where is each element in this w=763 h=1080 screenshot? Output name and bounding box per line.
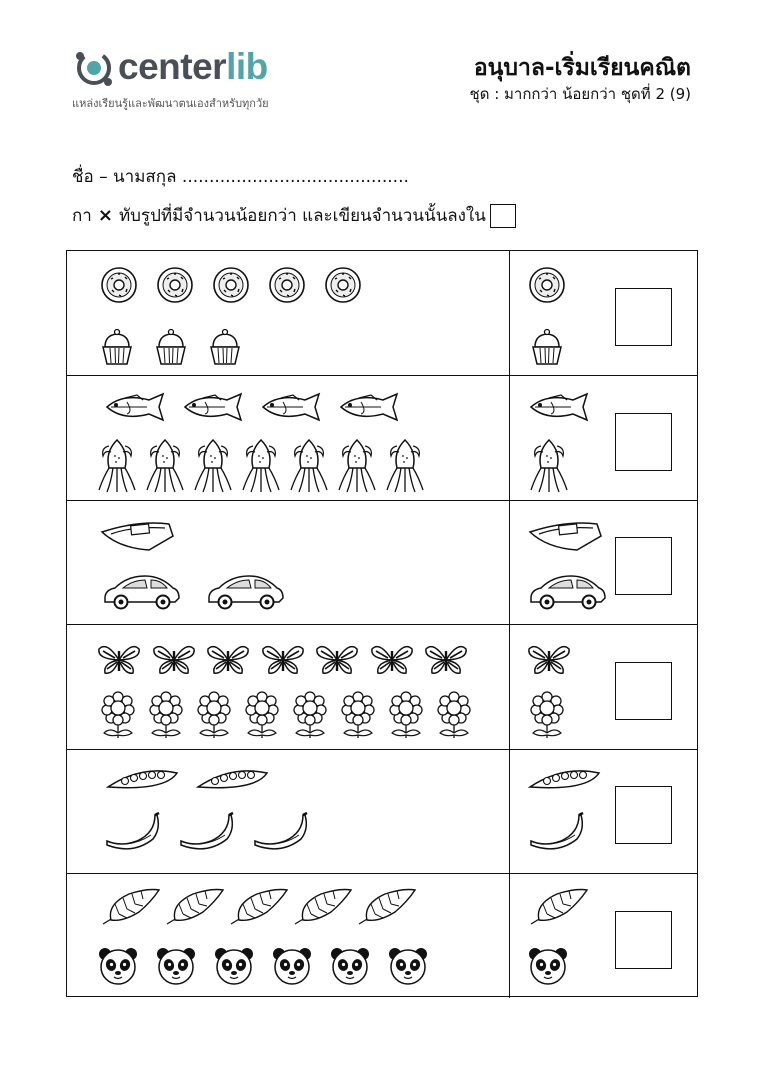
- column-divider: [509, 500, 510, 624]
- donut-icon[interactable]: [155, 265, 195, 305]
- squid-icon[interactable]: [287, 438, 331, 494]
- brand-logo: [72, 44, 312, 114]
- banana-icon[interactable]: [527, 811, 587, 857]
- fish-icon[interactable]: [527, 390, 597, 424]
- panda-icon[interactable]: [387, 946, 429, 986]
- flower-icon[interactable]: [386, 689, 426, 739]
- page-subtitle: ชุด : มากกว่า น้อยกว่า ชุดที่ 2 (9): [469, 85, 691, 103]
- name-field[interactable]: ชื่อ – นามสกุล ..........................................: [72, 167, 409, 187]
- boat-icon[interactable]: [527, 514, 605, 554]
- panda-icon[interactable]: [213, 946, 255, 986]
- squid-icon[interactable]: [527, 438, 571, 494]
- flower-icon[interactable]: [98, 689, 138, 739]
- banana-icon[interactable]: [103, 811, 163, 857]
- answer-box[interactable]: [615, 537, 672, 595]
- squid-icon[interactable]: [95, 438, 139, 494]
- column-divider: [509, 749, 510, 873]
- banana-icon[interactable]: [177, 811, 237, 857]
- butterfly-icon[interactable]: [206, 643, 250, 677]
- column-divider: [509, 251, 510, 375]
- page-title: อนุบาล-เริ่มเรียนคณิต: [473, 55, 691, 81]
- answer-box[interactable]: [615, 413, 672, 471]
- column-divider: [509, 625, 510, 749]
- car-icon[interactable]: [101, 570, 181, 610]
- butterfly-icon[interactable]: [261, 643, 305, 677]
- leaf-icon[interactable]: [291, 886, 355, 928]
- donut-icon[interactable]: [267, 265, 307, 305]
- donut-icon[interactable]: [323, 265, 363, 305]
- flower-icon[interactable]: [290, 689, 330, 739]
- flower-icon[interactable]: [527, 689, 567, 739]
- instruction-line: [72, 202, 516, 229]
- peapod-icon[interactable]: [195, 767, 269, 793]
- donut-icon[interactable]: [211, 265, 251, 305]
- cupcake-icon[interactable]: [527, 327, 567, 367]
- butterfly-icon[interactable]: [370, 643, 414, 677]
- banana-icon[interactable]: [251, 811, 311, 857]
- leaf-icon[interactable]: [355, 886, 419, 928]
- fish-icon[interactable]: [337, 390, 407, 424]
- worksheet-row: [67, 874, 697, 998]
- flower-icon[interactable]: [434, 689, 474, 739]
- worksheet-row: [67, 625, 697, 750]
- squid-icon[interactable]: [335, 438, 379, 494]
- panda-icon[interactable]: [97, 946, 139, 986]
- leaf-icon[interactable]: [163, 886, 227, 928]
- flower-icon[interactable]: [242, 689, 282, 739]
- column-divider: [509, 376, 510, 500]
- squid-icon[interactable]: [383, 438, 427, 494]
- fish-icon[interactable]: [103, 390, 173, 424]
- butterfly-icon[interactable]: [97, 643, 141, 677]
- cross-mark-icon: ×: [97, 205, 113, 226]
- cupcake-icon[interactable]: [205, 327, 245, 367]
- panda-icon[interactable]: [155, 946, 197, 986]
- donut-icon[interactable]: [99, 265, 139, 305]
- flower-icon[interactable]: [146, 689, 186, 739]
- flower-icon[interactable]: [194, 689, 234, 739]
- butterfly-icon[interactable]: [152, 643, 196, 677]
- fish-icon[interactable]: [259, 390, 329, 424]
- car-icon[interactable]: [205, 570, 285, 610]
- donut-icon[interactable]: [527, 265, 567, 305]
- peapod-icon[interactable]: [105, 767, 179, 793]
- worksheet-row: [67, 251, 697, 376]
- column-divider: [509, 874, 510, 998]
- logo-molecule-icon: [72, 46, 116, 90]
- boat-icon[interactable]: [99, 514, 177, 554]
- panda-icon[interactable]: [271, 946, 313, 986]
- panda-icon[interactable]: [527, 946, 569, 986]
- answer-box[interactable]: [615, 786, 672, 844]
- car-icon[interactable]: [527, 570, 607, 610]
- worksheet-grid: [66, 250, 698, 997]
- worksheet-row: [67, 749, 697, 874]
- butterfly-icon[interactable]: [424, 643, 468, 677]
- squid-icon[interactable]: [239, 438, 283, 494]
- squid-icon[interactable]: [143, 438, 187, 494]
- butterfly-icon[interactable]: [315, 643, 359, 677]
- leaf-icon[interactable]: [99, 886, 163, 928]
- leaf-icon[interactable]: [527, 886, 591, 928]
- fish-icon[interactable]: [181, 390, 251, 424]
- brand-name: centerlib: [118, 46, 268, 87]
- panda-icon[interactable]: [329, 946, 371, 986]
- squid-icon[interactable]: [191, 438, 235, 494]
- instruction-prefix: กา: [72, 206, 92, 226]
- brand-tagline: แหล่งเรียนรู้และพัฒนาตนเองสำหรับทุกวัย: [72, 97, 269, 110]
- answer-box[interactable]: [615, 911, 672, 969]
- answer-box-sample: [490, 204, 516, 228]
- flower-icon[interactable]: [338, 689, 378, 739]
- answer-box[interactable]: [615, 288, 672, 346]
- leaf-icon[interactable]: [227, 886, 291, 928]
- worksheet-row: [67, 500, 697, 625]
- peapod-icon[interactable]: [527, 767, 601, 793]
- answer-box[interactable]: [615, 662, 672, 720]
- cupcake-icon[interactable]: [97, 327, 137, 367]
- instruction-text: ทับรูปที่มีจำนวนน้อยกว่า และเขียนจำนวนนั้นลงใน: [118, 206, 486, 226]
- worksheet-row: [67, 376, 697, 501]
- butterfly-icon[interactable]: [527, 643, 571, 677]
- cupcake-icon[interactable]: [151, 327, 191, 367]
